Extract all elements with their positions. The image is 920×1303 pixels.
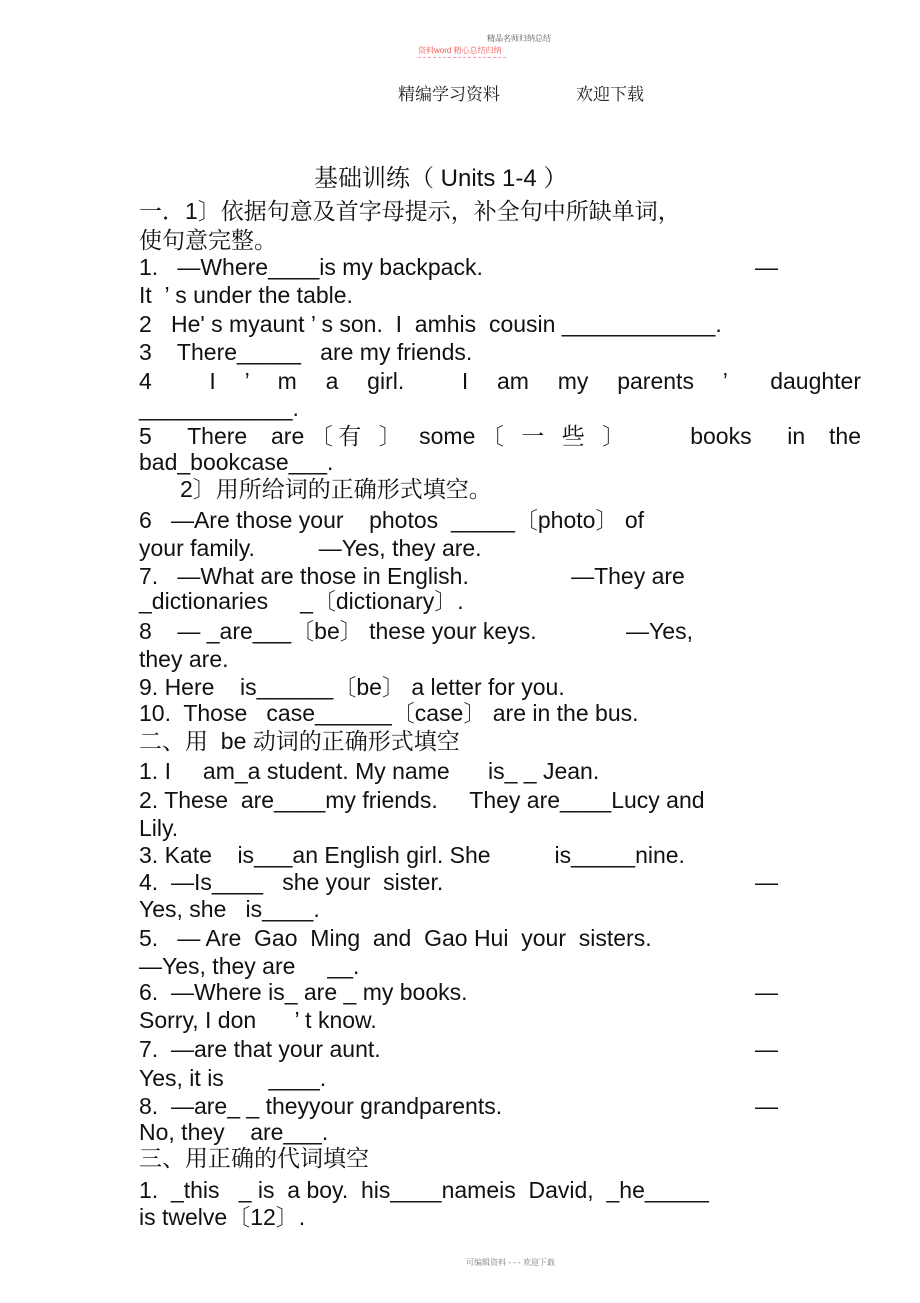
exercise-line: 5 There are〔有 〕 some〔 一 些 〕 books in the: [139, 423, 861, 449]
exercise-line: —Yes, they are __.: [139, 953, 360, 979]
exercise-line: 2 He' s myaunt ’ s son. I amhis cousin ____________.: [139, 311, 722, 337]
exercise-line: 使句意完整。: [139, 227, 277, 253]
exercise-line: 7. —are that your aunt.: [139, 1036, 381, 1062]
answer-dash: —: [755, 869, 778, 895]
exercise-line: 6. —Where is_ are _ my books.: [139, 979, 468, 1005]
answer-dash: —: [755, 1036, 778, 1062]
exercise-line: 4 I ’ m a girl. I am my parents ’ daughter: [139, 368, 861, 394]
exercise-line: 6 —Are those your photos _____〔photo〕 of: [139, 507, 645, 533]
answer-dash: —: [755, 1093, 778, 1119]
exercise-line: 7. —What are those in English. —They are: [139, 563, 685, 589]
exercise-line: 5. — Are Gao Ming and Gao Hui your sisters.: [139, 925, 652, 951]
exercise-line: Yes, she is____.: [139, 896, 320, 922]
exercise-line: 一．1〕依据句意及首字母提示，补全句中所缺单词，: [139, 198, 681, 224]
exercise-line: 8. —are_ _ theyyour grandparents.: [139, 1093, 503, 1119]
header-red-note: 资料word 精心总结归纳: [418, 46, 502, 55]
exercise-line: 1. —Where____is my backpack.: [139, 254, 483, 280]
page-title: 基础训练（ Units 1-4 ）: [314, 165, 568, 192]
header-divider: [418, 57, 506, 58]
exercise-line: It ’ s under the table.: [139, 282, 353, 308]
header-top-note: 精品名师归纳总结: [487, 34, 551, 43]
exercise-line: 8 — _are___〔be〕 these your keys. —Yes,: [139, 618, 693, 644]
exercise-line: 1. _this _ is a boy. his____nameis David, _he_____: [139, 1177, 709, 1203]
exercise-line: Lily.: [139, 815, 179, 841]
page-footer: 可编辑资料 - - - 欢迎下载: [466, 1258, 555, 1267]
exercise-line: is twelve〔12〕.: [139, 1204, 306, 1230]
exercise-line: Yes, it is ____.: [139, 1065, 327, 1091]
exercise-line: Sorry, I don ’ t know.: [139, 1007, 377, 1033]
exercise-line: 4. —Is____ she your sister.: [139, 869, 444, 895]
answer-dash: —: [755, 254, 778, 280]
header-left-label: 精编学习资料: [398, 85, 500, 105]
exercise-line: 10. Those case______〔case〕 are in the bus.: [139, 700, 639, 726]
exercise-line: 3. Kate is___an English girl. She is_____nine.: [139, 842, 685, 868]
exercise-line: _dictionaries _〔dictionary〕.: [139, 588, 464, 614]
exercise-line: No, they are___.: [139, 1119, 329, 1145]
exercise-line: 3 There_____ are my friends.: [139, 339, 473, 365]
exercise-line: they are.: [139, 646, 229, 672]
header-right-label: 欢迎下载: [576, 85, 644, 105]
answer-dash: —: [755, 979, 778, 1005]
exercise-line: 2〕用所给词的正确形式填空。: [180, 476, 492, 502]
exercise-line: 1. I am_a student. My name is_ _ Jean.: [139, 758, 600, 784]
exercise-line: bad_bookcase___.: [139, 449, 334, 475]
exercise-line: 二、用 be 动词的正确形式填空: [139, 728, 460, 754]
exercise-line: ____________.: [139, 395, 299, 421]
exercise-line: 9. Here is______〔be〕 a letter for you.: [139, 674, 565, 700]
exercise-line: 三、用正确的代词填空: [139, 1145, 369, 1171]
exercise-line: your family. —Yes, they are.: [139, 535, 482, 561]
exercise-line: 2. These are____my friends. They are____Lucy and: [139, 787, 705, 813]
